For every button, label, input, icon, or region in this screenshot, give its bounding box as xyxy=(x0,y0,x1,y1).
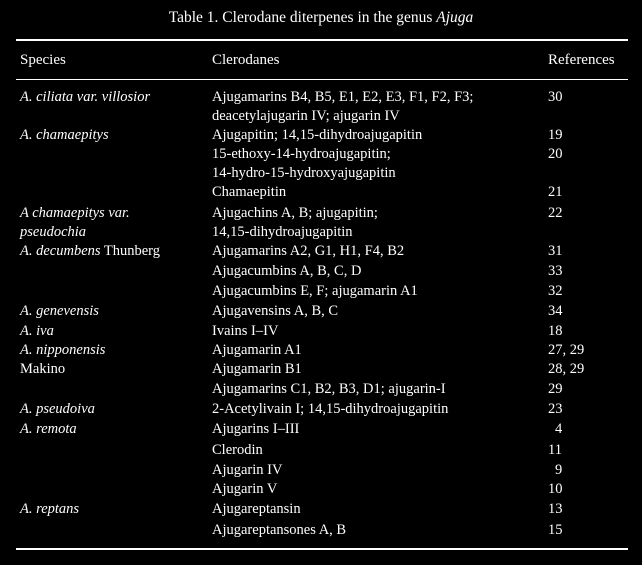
species-cell xyxy=(20,88,150,107)
species-italic: A. ciliata xyxy=(20,89,74,105)
clerodanes-cell: Ajugareptansin xyxy=(212,501,301,517)
clerodanes-cell: Ajugachins A, B; ajugapitin; xyxy=(212,205,378,221)
reference-cell: 23 xyxy=(548,401,563,417)
table-row xyxy=(0,164,642,183)
table-row xyxy=(0,380,642,399)
clerodanes-cell: Chamaepitin xyxy=(212,184,287,200)
reference-cell: 21 xyxy=(548,184,563,200)
table-row xyxy=(0,360,642,379)
reference-cell: 31 xyxy=(548,243,563,259)
clerodanes-cell: Ajugamarins B4, B5, E1, E2, E3, F1, F2, F3; xyxy=(212,89,474,105)
species-cell xyxy=(20,242,160,261)
species-italic: A. reptans xyxy=(20,501,80,517)
reference-cell: 29 xyxy=(548,381,563,397)
clerodanes-cell: Ajugarin V xyxy=(212,481,278,497)
title-prefix: Table 1. Clerodane diterpenes in the genus xyxy=(168,9,437,26)
reference-cell: 9 xyxy=(555,462,563,478)
reference-cell: 22 xyxy=(548,205,563,221)
clerodanes-cell: 2-Acetylivain I; 14,15-dihydroajugapitin xyxy=(212,401,449,417)
reference-cell: 30 xyxy=(548,89,563,105)
species-authority: Makino xyxy=(20,361,66,377)
table-row xyxy=(0,341,642,360)
clerodanes-cell: Clerodin xyxy=(212,442,263,458)
table-title xyxy=(0,9,642,27)
reference-cell: 28, 29 xyxy=(548,361,585,377)
table-row xyxy=(0,322,642,341)
table-row xyxy=(0,282,642,301)
species-authority: Thunberg xyxy=(100,243,161,259)
reference-cell: 4 xyxy=(555,421,563,437)
species-italic: A. chamaepitys xyxy=(20,127,109,143)
clerodanes-cell: Ajugarins I–III xyxy=(212,421,300,437)
reference-cell: 13 xyxy=(548,501,563,517)
clerodanes-cell: Ajugavensins A, B, C xyxy=(212,303,339,319)
reference-cell: 33 xyxy=(548,263,563,279)
species-italic: pseudochia xyxy=(20,224,87,240)
reference-cell: 32 xyxy=(548,283,563,299)
table-row xyxy=(0,204,642,223)
reference-cell: 27, 29 xyxy=(548,342,585,358)
bottom-rule xyxy=(16,548,628,550)
species-italic: A. iva xyxy=(20,323,54,339)
table-row xyxy=(0,107,642,126)
reference-cell: 11 xyxy=(548,442,562,458)
clerodanes-cell: 14,15-dihydroajugapitin xyxy=(212,224,353,240)
clerodanes-cell: Ajugamarin A1 xyxy=(212,342,302,358)
species-cell xyxy=(20,341,105,360)
header-clerodanes: Clerodanes xyxy=(212,52,280,68)
species-italic: A. remota xyxy=(20,421,77,437)
reference-cell: 20 xyxy=(548,146,563,162)
clerodanes-cell: Ajugamarins A2, G1, H1, F4, B2 xyxy=(212,243,405,259)
reference-cell: 10 xyxy=(548,481,563,497)
clerodanes-cell: Ajugapitin; 14,15-dihydroajugapitin xyxy=(212,127,423,143)
table-row xyxy=(0,88,642,107)
reference-cell: 18 xyxy=(548,323,563,339)
reference-cell: 19 xyxy=(548,127,563,143)
table-row xyxy=(0,126,642,145)
reference-cell: 15 xyxy=(548,522,563,538)
clerodanes-cell: deacetylajugarin IV; ajugarin IV xyxy=(212,108,400,124)
table-row xyxy=(0,242,642,261)
title-genus: Ajuga xyxy=(436,9,474,26)
species-cell xyxy=(20,223,86,242)
top-rule xyxy=(16,39,628,41)
table-row xyxy=(0,441,642,460)
table-row xyxy=(0,145,642,164)
species-italic: A. decumbens xyxy=(20,243,101,259)
species-italic: A. genevensis xyxy=(20,303,99,319)
clerodanes-cell: Ajugareptansones A, B xyxy=(212,522,347,538)
species-cell xyxy=(20,322,54,341)
table-row xyxy=(0,521,642,540)
clerodanes-cell: Ajugamarins C1, B2, B3, D1; ajugarin-I xyxy=(212,381,446,397)
species-cell xyxy=(20,302,99,321)
header-rule xyxy=(16,79,628,80)
clerodanes-cell: 14-hydro-15-hydroxyajugapitin xyxy=(212,165,396,181)
species-cell xyxy=(20,126,109,145)
species-italic: A. pseudoiva xyxy=(20,401,95,417)
table-row xyxy=(0,302,642,321)
table-row xyxy=(0,500,642,519)
table-row xyxy=(0,400,642,419)
species-italic: A. nipponensis xyxy=(20,342,106,358)
header-references: References xyxy=(548,52,615,68)
clerodanes-cell: Ajugacumbins A, B, C, D xyxy=(212,263,362,279)
species-cell xyxy=(20,400,95,419)
table-row xyxy=(0,262,642,281)
header-species: Species xyxy=(20,52,66,68)
table-row xyxy=(0,480,642,499)
table-row xyxy=(0,420,642,439)
table-row xyxy=(0,461,642,480)
table-row xyxy=(0,183,642,202)
species-cell xyxy=(20,420,77,439)
table-row xyxy=(0,223,642,242)
species-cell xyxy=(20,360,65,379)
clerodanes-cell: 15-ethoxy-14-hydroajugapitin; xyxy=(212,146,391,162)
reference-cell: 34 xyxy=(548,303,563,319)
species-variety: var. villosior xyxy=(73,89,151,105)
species-italic: A chamaepitys var. xyxy=(20,205,130,221)
species-cell xyxy=(20,500,79,519)
clerodanes-cell: Ivains I–IV xyxy=(212,323,279,339)
clerodanes-cell: Ajugamarin B1 xyxy=(212,361,302,377)
clerodanes-cell: Ajugarin IV xyxy=(212,462,283,478)
clerodanes-cell: Ajugacumbins E, F; ajugamarin A1 xyxy=(212,283,418,299)
species-cell xyxy=(20,204,130,223)
